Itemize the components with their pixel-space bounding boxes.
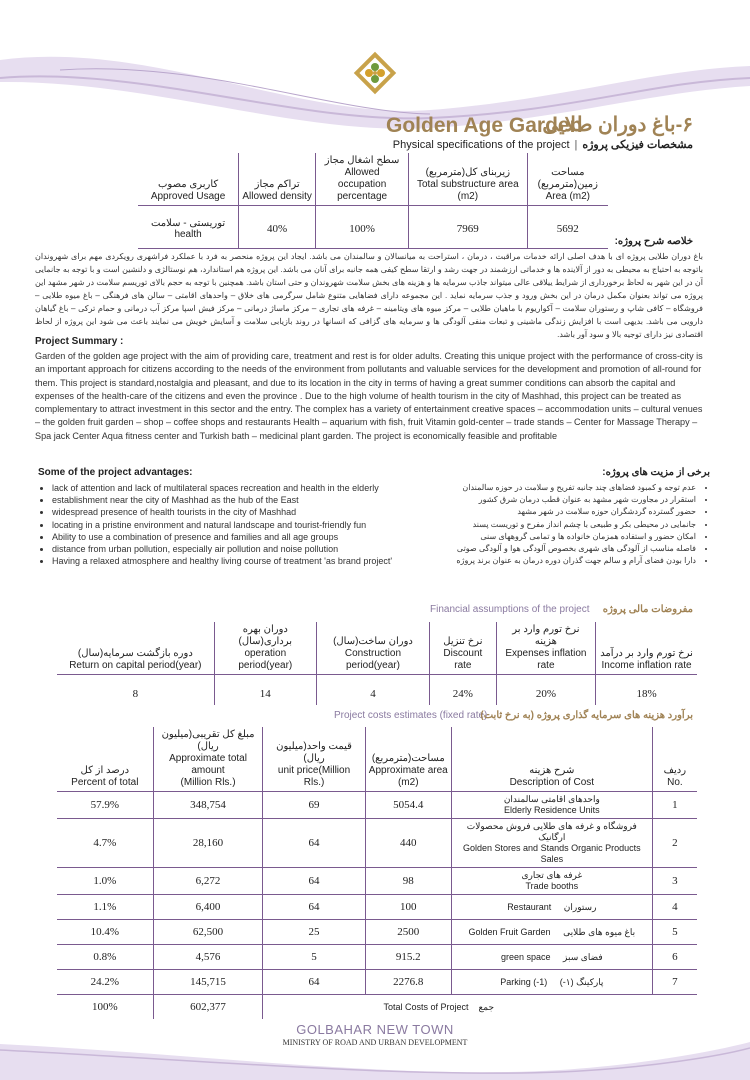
fin-value-construction: 4 <box>316 675 429 706</box>
table-row <box>57 819 697 868</box>
footer-subtitle: MINISTRY OF ROAD AND URBAN DEVELOPMENT <box>282 1038 468 1047</box>
cost-no: 1 <box>652 792 697 819</box>
advantages-heading-persian: برخی از مزیت های پروژه: <box>602 467 710 478</box>
cost-no: 6 <box>652 945 697 970</box>
financial-assumptions-table <box>57 622 697 705</box>
project-costs-table <box>57 727 697 1019</box>
cost-amount: 4,576 <box>153 945 263 970</box>
costs-title-persian: برآورد هزینه های سرمایه گذاری پروژه (به نرخ ثابت) <box>480 710 693 721</box>
cost-header-amount: مبلغ کل تقریبی(میلیون ریال) Approximate total amount (Million Rls.) <box>153 727 263 792</box>
advantage-item-fa: • امکان حضور و استفاده همزمان خانواده ها و تمامی گروههای سنی <box>410 531 696 543</box>
golbahar-logo <box>352 50 398 96</box>
cost-header-desc: شرح هزینه Description of Cost <box>451 727 652 792</box>
cost-unit: 25 <box>263 920 365 945</box>
advantage-item: • establishment near the city of Mashhad as the hub of the East <box>52 494 418 506</box>
advantages-heading-english: Some of the project advantages: <box>38 467 193 478</box>
cost-desc: واحدهای اقامتی سالمندان Elderly Residence Units <box>451 792 652 819</box>
spec-header-density: تراکم مجاز Allowed density <box>239 153 316 206</box>
cost-desc: غرفه های تجاری Trade booths <box>451 868 652 895</box>
spec-value-area: 5692 <box>527 206 608 249</box>
fin-value-return: 8 <box>132 688 139 700</box>
cost-percent: 24.2% <box>57 970 153 995</box>
cost-unit: 64 <box>263 819 365 868</box>
cost-percent: 57.9% <box>57 792 153 819</box>
subtitle <box>393 138 693 151</box>
financial-title-english: Financial assumptions of the project <box>430 604 590 615</box>
cost-amount: 145,715 <box>153 970 263 995</box>
subtitle-persian: مشخصات فیزیکی پروژه <box>582 139 693 151</box>
fin-header-discount: نرخ تنزیل Discount rate <box>430 622 497 675</box>
advantage-item-fa: • استقرار در مجاورت شهر مشهد به عنوان قطب درمان شرق کشور <box>410 494 696 506</box>
table-row <box>57 970 697 995</box>
advantage-item: • distance from urban pollution, especially air pollution and noise pollution <box>52 543 418 555</box>
physical-specs-table <box>138 153 608 249</box>
spec-value-substructure: 7969 <box>409 206 528 249</box>
costs-title-english: Project costs estimates (fixed rate) <box>334 710 488 721</box>
advantages-english <box>38 467 418 567</box>
summary-text-english: Garden of the golden age project with the aim of providing care, treatment and rest is for older adults. Creating this unique project with the performance of cross-city is an important approach for citizens according to the needs of the environment from pollutants and valuable services for the development and promotion of all-round for them. This project is standard,nostalgia and pleasant, and due to its location in the city in terms of having a great summer conditions can absorb the capital and expenses of the health-care of the citizens and even the province . Due to the high volume of health tourism in the city of Mashhad, this project can be treated as complementary to attract investment in this sector and the entry. The complex has a variety of entertainment creative spaces – accommodation units – cultural venues – the golden fruit garden – shop – coffee shops and restaurants Health – aquarium with fish, fruit Vitamin gold-center – trade stands – Center for Massage Therapy – Spa jack Center Aqua fitness center and Turkish bath – medicinal plant garden. The project is economically feasible and profitable <box>35 351 703 441</box>
cost-amount: 28,160 <box>153 819 263 868</box>
cost-area: 98 <box>365 868 451 895</box>
advantage-item: • Ability to use a combination of presence and families and all age groups <box>52 531 418 543</box>
cost-desc: Restaurant رستوران <box>451 895 652 920</box>
table-row <box>57 792 697 819</box>
cost-unit: 5 <box>263 945 365 970</box>
spec-value-usage: توریستی - سلامت health <box>138 206 239 249</box>
fin-header-operation: دوران بهره برداری(سال) operation period(year) <box>214 622 316 675</box>
advantage-item-fa: • فاصله مناسب از آلودگی های شهری بخصوص آلودگی هوا و آلودگی صوتی <box>410 543 696 555</box>
advantage-item: • locating in a pristine environment and natural landscape and tourist-friendly fun <box>52 519 418 531</box>
fin-value-expenses-inflation: 20% <box>496 675 595 706</box>
cost-percent: 10.4% <box>57 920 153 945</box>
advantage-item-fa: • حضور گسترده گردشگران حوزه سلامت در شهر مشهد <box>410 506 696 518</box>
cost-desc: Parking (-1) پارکینگ (۱-) <box>451 970 652 995</box>
title-english: Golden Age Garden <box>386 114 583 137</box>
cost-percent: 4.7% <box>57 819 153 868</box>
cost-desc: green space فضای سبز <box>451 945 652 970</box>
spec-header-usage: کاربری مصوب Approved Usage <box>138 153 239 206</box>
advantage-item-fa: • دارا بودن فضای آرام و سالم جهت گذران دوره درمان به عنوان برند پروژه <box>410 555 696 567</box>
summary-heading-english: Project Summary : <box>35 336 124 347</box>
cost-area: 2500 <box>365 920 451 945</box>
subtitle-divider: | <box>574 139 578 151</box>
cost-amount: 348,754 <box>153 792 263 819</box>
cost-area: 915.2 <box>365 945 451 970</box>
advantages-persian <box>410 467 710 567</box>
title-persian: ۶-باغ دوران طلایی <box>542 114 693 136</box>
cost-area: 5054.4 <box>365 792 451 819</box>
cost-percent: 1.0% <box>57 868 153 895</box>
cost-area: 2276.8 <box>365 970 451 995</box>
fin-header-income-inflation: نرخ تورم وارد بر درآمد Income inflation rate <box>596 622 697 675</box>
cost-percent: 0.8% <box>57 945 153 970</box>
cost-header-unit: قیمت واحد(میلیون ریال) unit price(Million Rls.) <box>263 727 365 792</box>
cost-unit: 64 <box>263 970 365 995</box>
spec-header-occupation: سطح اشغال مجاز Allowed occupation percentage <box>316 153 409 206</box>
spec-header-substructure: زیربنای کل(مترمربع) Total substructure area (m2) <box>409 153 528 206</box>
cost-no: 5 <box>652 920 697 945</box>
cost-desc: فروشگاه و غرفه های طلایی فروش محصولات ارگانیک Golden Stores and Stands Organic Products Sales <box>451 819 652 868</box>
fin-header-expenses-inflation: نرخ تورم وارد بر هزینه Expenses inflation rate <box>496 622 595 675</box>
total-amount: 602,377 <box>153 995 263 1020</box>
cost-amount: 6,272 <box>153 868 263 895</box>
advantage-item: • Having a relaxed atmosphere and healthy living course of treatment 'as brand project' <box>52 555 418 567</box>
footer-title: GOLBAHAR NEW TOWN <box>296 1022 454 1037</box>
summary-text-persian: باغ دوران طلایی پروژه ای با هدف اصلی ارائه خدمات مراقبت ، درمان ، استراحت به میانسالان و سالمندان می باشد. ایجاد این پروژه منحصر به فرد با عملکرد فراشهری رویکردی مهم برای شهروندان باتوجه به احتیاج به محیطی به دور از آلاینده ها و خدماتی ارزشمند در جهت رشد و ارتقا سطح کیفی همه جانبه برای آنان می باشد. این پروژه هم استاندارد، هم نوستالژی و دلنشین است و با توجه به جانمایی آن در این شهر به لحاظ برخورداری از شرایط ییلاقی عالی میتواند جاذب سرمایه ها و هزینه های بخش سلامت شهروندان و حتی استان باشد. همچنین با توجه به حجم بالای توریسم سلامت در شهر مشهد این پروژه می تواند بعنوان مکمل درمان در این بخش ورود و جذب سرمایه نماید . این مجموعه دارای فضاهایی متنوع شامل سرگرمی های خلاق – واحدهای اقامتی – سالن های فرهنگی – باغ میوه طلایی – فروشگاه – کافی شاپ و رستوران سلامت – آکواریوم با ماهیان طلایی – مرکز میوه های ویتامینه – غرفه های تجاری – مرکز ماساژ درمانی – مرکز فیش اسپا مرکز آب درمانی و حمام ترکی – باغ گیاهان دارویی می باشد. بدیهی است با افزایش زندگی ماشینی و تبعات منفی آلودگی ها و سرمایه های گزافی که انسانها در روند بازیابی سلامت و آسایش خویش می نمایند باعث می شود این پروژه از لحاظ اقتصادی نیز دارای توجیه بالا و سود آور باشد. <box>35 252 703 339</box>
cost-header-area: مساحت(مترمربع) Approximate area (m2) <box>365 727 451 792</box>
advantage-item-fa: • جانمایی در محیطی بکر و طبیعی با چشم انداز مفرح و توریست پسند <box>410 519 696 531</box>
cost-no: 2 <box>652 819 697 868</box>
advantage-item: • lack of attention and lack of multilateral spaces recreation and health in the elderly <box>52 482 418 494</box>
cost-no: 3 <box>652 868 697 895</box>
spec-value-occupation: 100% <box>316 206 409 249</box>
cost-amount: 62,500 <box>153 920 263 945</box>
cost-no: 7 <box>652 970 697 995</box>
table-row <box>57 895 697 920</box>
cost-area: 440 <box>365 819 451 868</box>
table-row <box>57 920 697 945</box>
total-label: Total Costs of Project جمع <box>263 995 697 1020</box>
table-row <box>57 945 697 970</box>
cost-percent: 1.1% <box>57 895 153 920</box>
cost-unit: 69 <box>263 792 365 819</box>
financial-title-persian: مفروضات مالی پروژه <box>602 604 693 615</box>
cost-header-percent: درصد از کل Percent of total <box>57 727 153 792</box>
summary-heading-persian: خلاصه شرح پروژه: <box>614 236 693 247</box>
cost-amount: 6,400 <box>153 895 263 920</box>
table-row <box>57 868 697 895</box>
cost-no: 4 <box>652 895 697 920</box>
cost-header-no: ردیف No. <box>652 727 697 792</box>
cost-unit: 64 <box>263 868 365 895</box>
subtitle-english: Physical specifications of the project <box>392 139 570 151</box>
fin-value-operation: 14 <box>214 675 316 706</box>
fin-header-construction: دوران ساخت(سال) Construction period(year) <box>316 622 429 675</box>
spec-header-area: مساحت زمین(مترمربع) Area (m2) <box>527 153 608 206</box>
cost-area: 100 <box>365 895 451 920</box>
cost-unit: 64 <box>263 895 365 920</box>
fin-value-discount: 24% <box>430 675 497 706</box>
total-row <box>57 995 697 1020</box>
fin-header-return: دوره بازگشت سرمایه(سال) Return on capital period(year) <box>57 622 214 675</box>
cost-desc: Golden Fruit Garden باغ میوه های طلایی <box>451 920 652 945</box>
spec-value-density: 40% <box>239 206 316 249</box>
advantage-item-fa: • عدم توجه و کمبود فضاهای چند جانبه تفریح و سلامت در حوزه سالمندان <box>410 482 696 494</box>
fin-value-income-inflation: 18% <box>596 675 697 706</box>
advantage-item: • widespread presence of health tourists in the city of Mashhad <box>52 506 418 518</box>
total-percent: 100% <box>91 1001 118 1013</box>
